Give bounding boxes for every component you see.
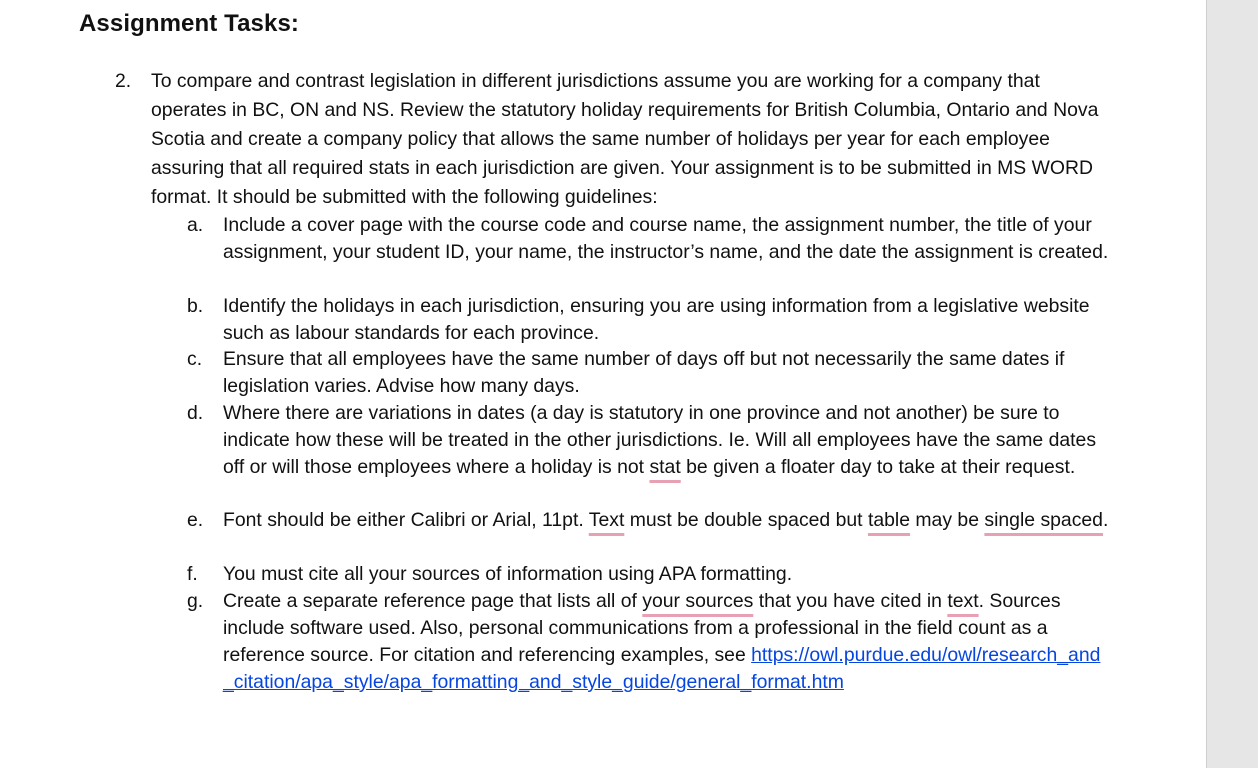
guideline-label: e. [187, 509, 204, 531]
task-text: To compare and contrast legislation in different jurisdictions assume you are working for a company that operates in BC, ON and NS. Review the statutory holiday requirements for British Columbia, Ontario and Nova Scotia and create a company policy that allows the same number of holidays per year for each employee assuring that all required stats in each jurisdiction are given. Your assignment is to be submitted in MS WORD format. It should be submitted with the following guidelines: [151, 70, 1099, 208]
guideline-text: Ensure that all employees have the same number of days off but not necessarily the same dates if legislation varies. Advise how many days. [223, 348, 1065, 397]
guideline-label: g. [187, 590, 204, 612]
text-run: may be [910, 509, 985, 531]
task-number: 2. [115, 70, 132, 92]
guideline-text: Identify the holidays in each jurisdiction, ensuring you are using information from a legislative website such as labour standards for each province. [223, 295, 1090, 344]
guideline-label: d. [187, 402, 204, 424]
guideline-text: You must cite all your sources of information using APA formatting. [223, 563, 793, 585]
spelling-flag[interactable]: single spaced [984, 509, 1103, 531]
guideline-text [223, 507, 1109, 534]
text-run: must be double spaced but [624, 509, 868, 531]
text-run: . [1102, 509, 1109, 531]
spelling-flag[interactable]: Text [588, 509, 625, 531]
spelling-flag[interactable]: table [867, 509, 911, 531]
text-run: Create a separate reference page that lists all of [223, 590, 643, 612]
guideline-text: Include a cover page with the course code and course name, the assignment number, the title of your assignment, your student ID, your name, the instructor’s name, and the date the assignment is created. [223, 214, 1109, 263]
text-run: . Sources include software used. Also, personal communications from a professional in the field count as a reference source. For citation and referencing examples, see [223, 590, 1061, 666]
guideline-text [223, 400, 1109, 481]
spelling-flag[interactable]: stat [649, 456, 681, 478]
guideline-label: b. [187, 295, 204, 317]
guideline-label: c. [187, 348, 203, 370]
section-heading: Assignment Tasks: [79, 10, 299, 37]
spelling-flag[interactable]: text [947, 590, 979, 612]
window-side-panel [1206, 0, 1258, 768]
text-run: that you have cited in [753, 590, 948, 612]
spelling-flag[interactable]: your sources [642, 590, 754, 612]
text-run: Where there are variations in dates (a day is statutory in one province and not another) be sure to indicate how these will be treated in the other jurisdictions. Ie. Will all employees have the same dates off or will those employees where a holiday is not [223, 402, 1097, 478]
text-run: Font should be either Calibri or Arial, 11pt. [223, 509, 589, 531]
text-run: be given a floater day to take at their request. [680, 456, 1076, 478]
guideline-text [223, 588, 1109, 696]
guideline-label: a. [187, 214, 204, 236]
guideline-label: f. [187, 563, 198, 585]
apa-reference-link[interactable]: https://owl.purdue.edu/owl/research_and_citation/apa_style/apa_formatting_and_style_guide/general_format.htm [223, 644, 1101, 693]
